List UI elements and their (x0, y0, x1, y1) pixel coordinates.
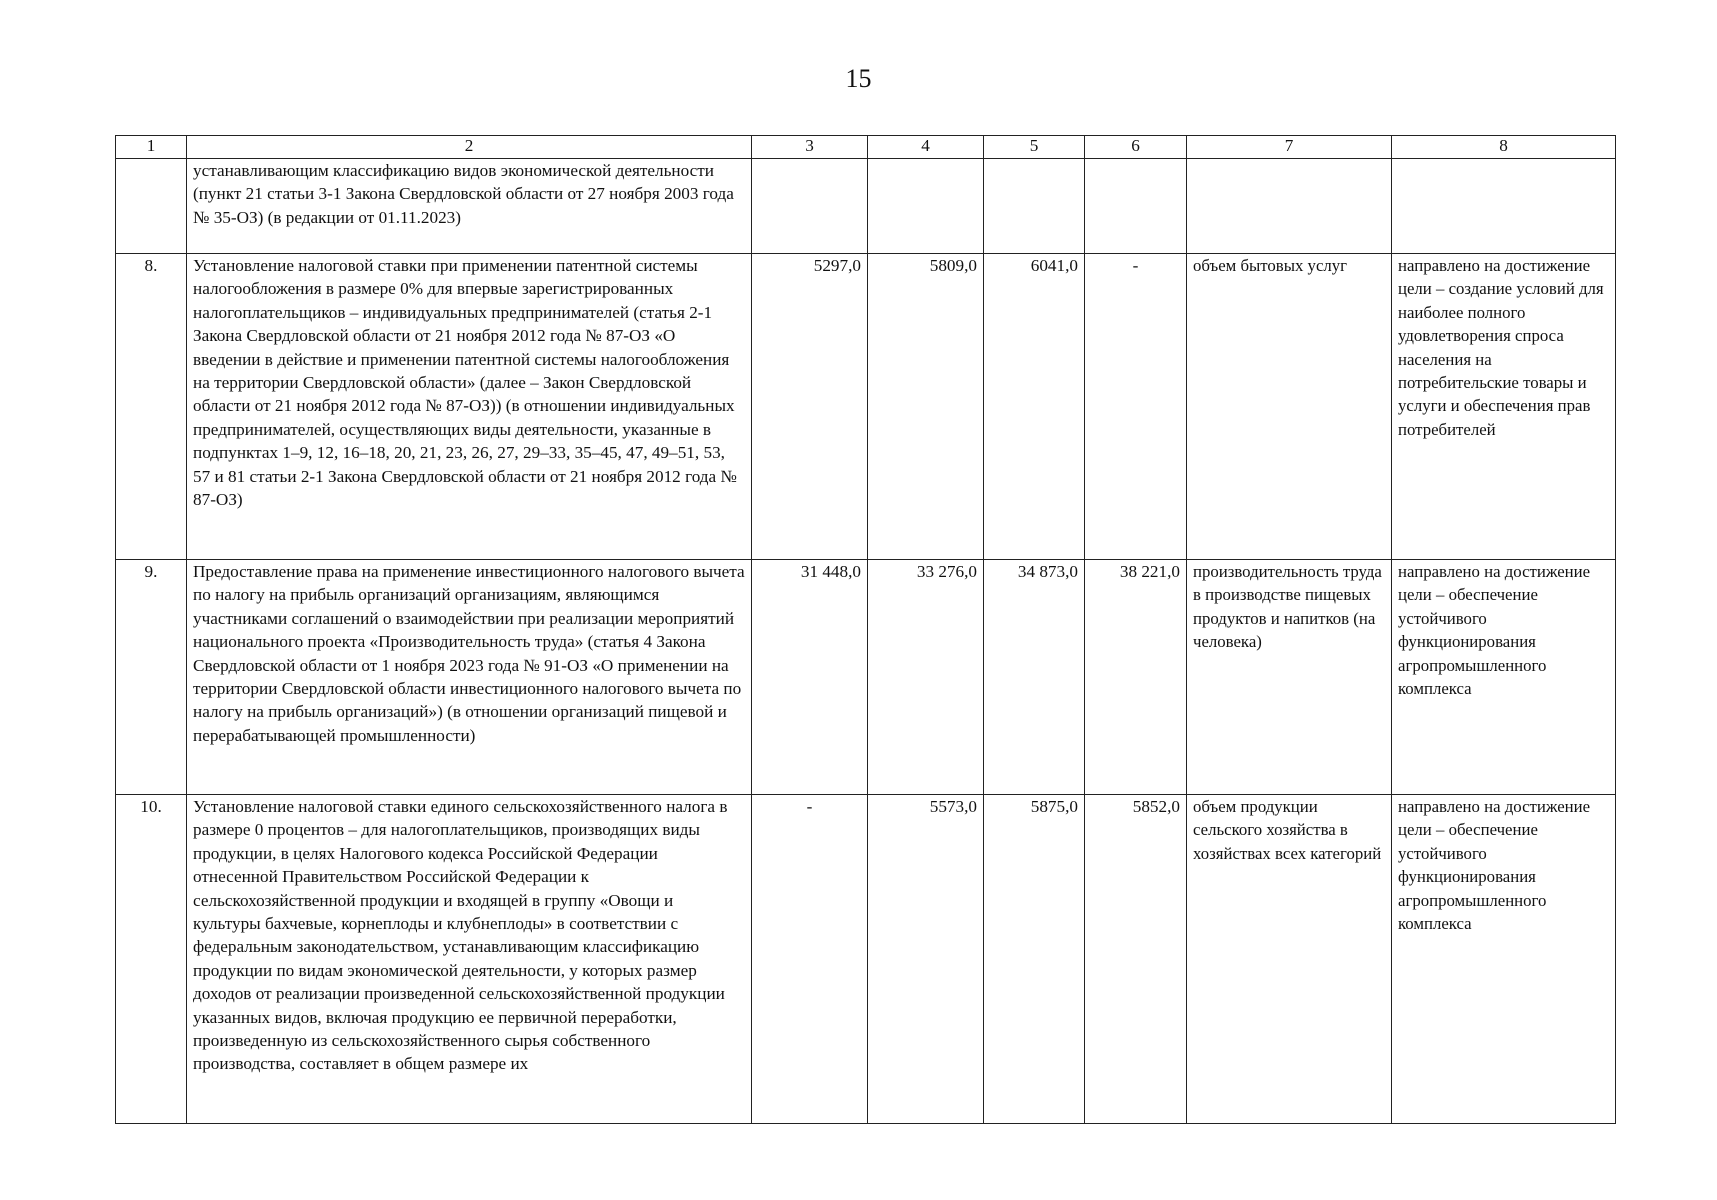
header-col-2: 2 (187, 136, 752, 159)
table-row (116, 560, 1616, 795)
row-number (116, 159, 187, 254)
row-value-col3: 5297,0 (752, 254, 868, 560)
header-col-4: 4 (868, 136, 984, 159)
row-description: устанавливающим классификацию видов экономической деятельности (пункт 21 статьи 3-1 Закона Свердловской области от 27 ноября 2003 года № 35-ОЗ) (в редакции от 01.11.2023) (187, 159, 752, 254)
row-value-col3: - (752, 795, 868, 1124)
row-indicator: производительность труда в производстве пищевых продуктов и напитков (на человека) (1187, 560, 1392, 795)
header-col-8: 8 (1392, 136, 1616, 159)
row-effect: направлено на достижение цели – обеспечение устойчивого функционирования агропромышленного комплекса (1392, 795, 1616, 1124)
header-col-3: 3 (752, 136, 868, 159)
table-row (116, 159, 1616, 254)
row-number: 10. (116, 795, 187, 1124)
header-col-1: 1 (116, 136, 187, 159)
header-col-6: 6 (1085, 136, 1187, 159)
row-value-col6: - (1085, 254, 1187, 560)
row-value-col5: 5875,0 (984, 795, 1085, 1124)
row-number: 9. (116, 560, 187, 795)
row-indicator: объем бытовых услуг (1187, 254, 1392, 560)
row-value-col6: 38 221,0 (1085, 560, 1187, 795)
header-row (116, 136, 1616, 159)
row-description: Установление налоговой ставки единого сельскохозяйственного налога в размере 0 процентов – для налогоплательщиков, производящих виды продукции, в целях Налогового кодекса Российской Федерации отнесенной Правительством Российской Федерации к сельскохозяйственной продукции и входящей в группу «Овощи и культуры бахчевые, корнеплоды и клубнеплоды» в соответствии с федеральным законодательством, устанавливающим классификацию продукции по видам экономической деятельности, у которых размер доходов от реализации произведенной сельскохозяйственной продукции указанных видов, включая продукцию ее первичной переработки, произведенную из сельскохозяйственного сырья собственного производства, составляет в общем размере их (187, 795, 752, 1124)
row-value-col4: 5573,0 (868, 795, 984, 1124)
table-row (116, 795, 1616, 1124)
row-indicator (1187, 159, 1392, 254)
row-indicator: объем продукции сельского хозяйства в хозяйствах всех категорий (1187, 795, 1392, 1124)
row-description: Предоставление права на применение инвестиционного налогового вычета по налогу на прибыль организаций организациям, являющимся участниками соглашений о взаимодействии при реализации мероприятий национального проекта «Производительность труда» (статья 4 Закона Свердловской области от 1 ноября 2023 года № 91-ОЗ «О применении на территории Свердловской области инвестиционного налогового вычета по налогу на прибыль организаций») (в отношении организаций пищевой и перерабатывающей промышленности) (187, 560, 752, 795)
row-value-col4: 33 276,0 (868, 560, 984, 795)
page-number: 15 (845, 64, 872, 93)
row-description: Установление налоговой ставки при применении патентной системы налогообложения в размере 0% для впервые зарегистрированных налогоплательщиков – индивидуальных предпринимателей (статья 2-1 Закона Свердловской области от 21 ноября 2012 года № 87-ОЗ «О введении в действие и применении патентной системы налогообложения на территории Свердловской области» (далее – Закон Свердловской области от 21 ноября 2012 года № 87-ОЗ)) (в отношении индивидуальных предпринимателей, осуществляющих виды деятельности, указанные в подпунктах 1–9, 12, 16–18, 20, 21, 23, 26, 27, 29–33, 35–45, 47, 49–51, 53, 57 и 81 статьи 2-1 Закона Свердловской области от 21 ноября 2012 года № 87-ОЗ) (187, 254, 752, 560)
row-value-col4 (868, 159, 984, 254)
row-value-col5: 6041,0 (984, 254, 1085, 560)
row-value-col5: 34 873,0 (984, 560, 1085, 795)
row-number: 8. (116, 254, 187, 560)
row-value-col3: 31 448,0 (752, 560, 868, 795)
row-value-col5 (984, 159, 1085, 254)
header-col-5: 5 (984, 136, 1085, 159)
row-effect: направлено на достижение цели – создание условий для наиболее полного удовлетворения спроса населения на потребительские товары и услуги и обеспечения прав потребителей (1392, 254, 1616, 560)
header-col-7: 7 (1187, 136, 1392, 159)
table-row (116, 254, 1616, 560)
row-value-col3 (752, 159, 868, 254)
row-value-col6: 5852,0 (1085, 795, 1187, 1124)
row-value-col4: 5809,0 (868, 254, 984, 560)
row-value-col6 (1085, 159, 1187, 254)
tax-expenditure-table (115, 135, 1616, 1124)
row-effect: направлено на достижение цели – обеспечение устойчивого функционирования агропромышленного комплекса (1392, 560, 1616, 795)
row-effect (1392, 159, 1616, 254)
